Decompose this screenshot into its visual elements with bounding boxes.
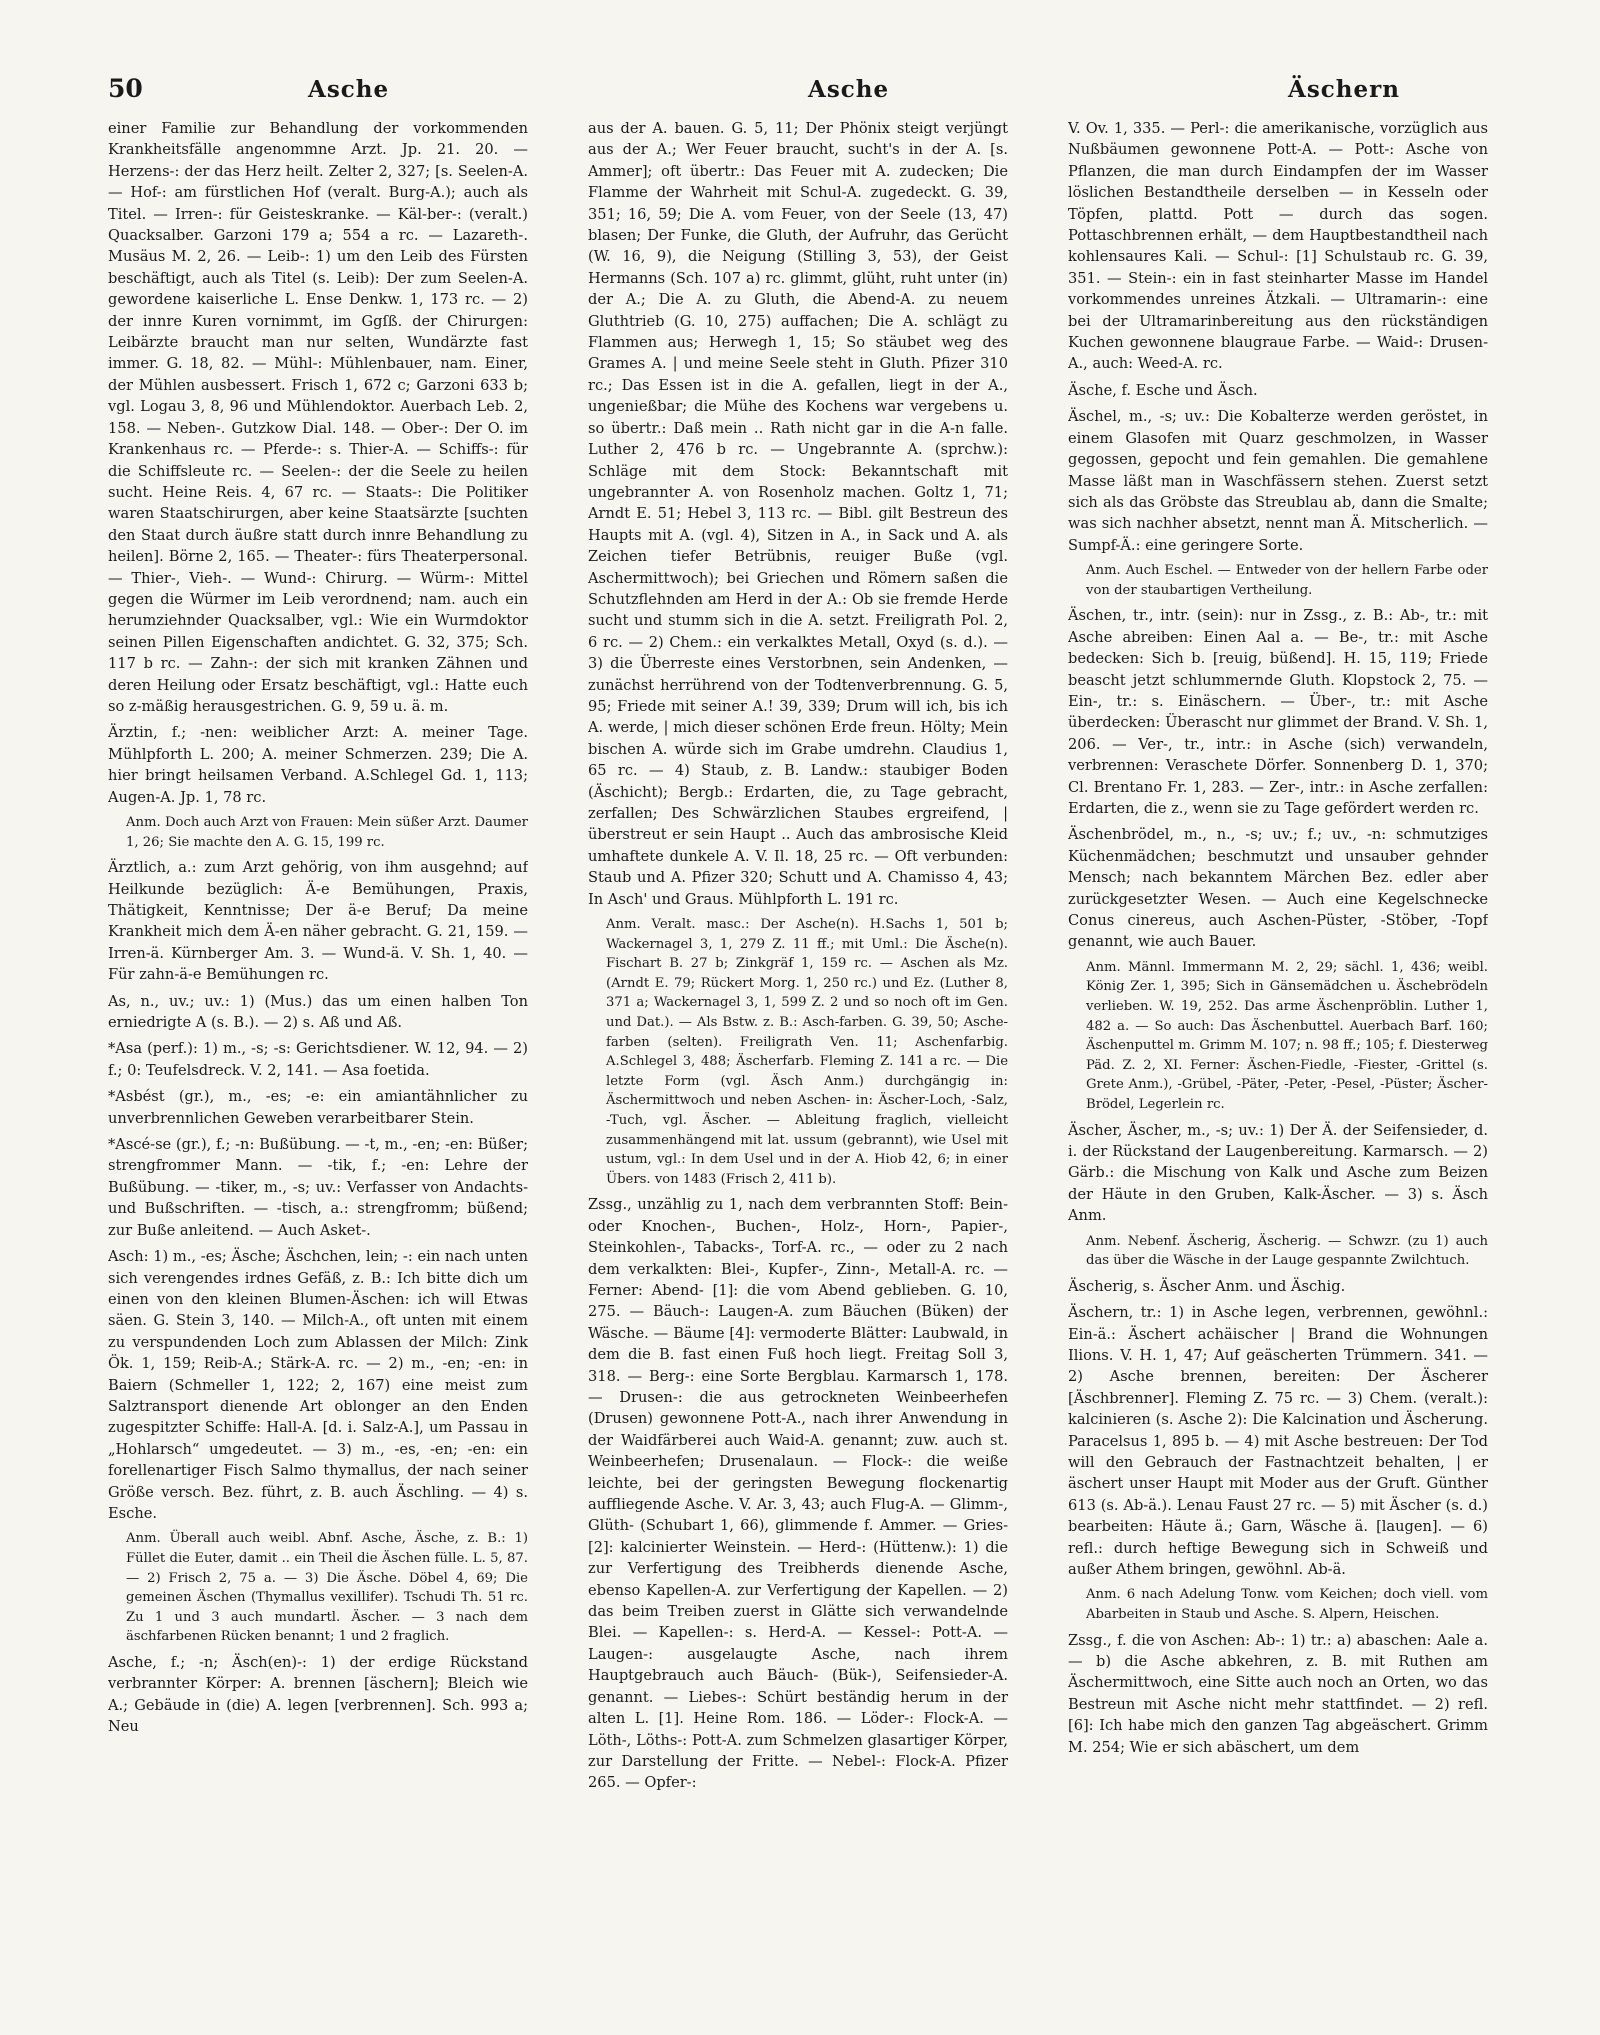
dictionary-entry: *Ascé-se (gr.), f.; -n: Bußübung. — -t, m., -en; -en: Büßer; strengfrommer Mann. — -tik, f.; -en: Lehre der Bußübung. — -tiker, m., -s; uv.: Verfasser von Andachts- und Bußschriften. — -tisch, a.: strengfromm; büßend; zur Buße anleitend. — Auch Asket-. (108, 1136, 528, 1239)
dictionary-note: Anm. Doch auch Arzt von Frauen: Mein süßer Arzt. Daumer 1, 26; Sie machte den A. G. 15, 199 rc. (126, 815, 528, 850)
dictionary-entry: aus der A. bauen. G. 5, 11; Der Phönix steigt verjüngt aus der A.; Wer Feuer braucht, sucht's in der A. [s. Ammer]; oft übertr.: Das Feuer mit A. zudecken; Die Flamme der Wahrheit mit Schul-A. zugedeckt. G. 39, 351; 16, 59; Die A. vom Feuer, von der Seele (13, 47) blasen; Der Funke, die Gluth, der Aufruhr, das Gerücht (W. 16, 9), die Neigung (Stilling 3, 53), der Geist Hermanns (Sch. 107 a) rc. glimmt, glüht, ruht unter (in) der A.; Die A. zu Gluth, die Abend-A. zu neuem Gluthtrieb (G. 10, 275) auffachen; Die A. schlägt zu Flammen aus; Herwegh 1, 15; So stäubet weg des Grames A. | und meine Seele steht in Gluth. Pfizer 310 rc.; Das Essen ist in die A. gefallen, liegt in der A., ungenießbar; die Mühe des Kochens war vergebens u. so übertr.: Daß mein .. Rath nicht gar in die A-n falle. Luther 2, 476 b rc. — Ungebrannte A. (sprchw.): Schläge mit dem Stock: Bekanntschaft mit ungebrannter A. von Rosenholz machen. Goltz 1, 71; Arndt E. 51; Hebel 3, 113 rc. — Bibl. gilt Bestreun des Haupts mit A. (vgl. 4), Sitzen in A., in Sack und A. als Zeichen tiefer Betrübnis, reuiger Buße (vgl. Aschermittwoch); bei Griechen und Römern saßen die Schutzflehnden am Herd in der A.: Ob sie fremde Herde sucht und stumm sich in die A. setzt. Freiligrath Pol. 2, 6 rc. — 2) Chem.: ein verkalktes Metall, Oxyd (s. d.). — 3) die Überreste eines Verstorbnen, sein Andenken, — zunächst herrührend von der Todtenverbrennung. G. 5, 95; Friede mit seiner A.! 39, 339; Drum will ich, bis ich A. werde, | mich dieser schönen Erde freun. Hölty; Mein bischen A. würde sich im Grabe umdrehn. Claudius 1, 65 rc. — 4) Staub, z. B. Landw.: staubiger Boden (Äschicht); Bergb.: Erdarten, die, zu Tage gebracht, zerfallen; Des Schwärzlichen Staubes ergreifend, | überstreut er sein Haupt .. Auch das ambrosische Kleid umhaftete dunkele A. V. Il. 18, 25 rc. — Oft verbunden: Staub und A. Pfizer 320; Schutt und A. Chamisso 4, 43; In Asch' und Graus. Mühlpforth L. 191 rc. (588, 120, 1008, 908)
dictionary-entry: Äscherig, s. Äscher Anm. und Äschig. (1068, 1277, 1346, 1295)
dictionary-note: Anm. Nebenf. Äscherig, Äscherig. — Schwzr. (zu 1) auch das über die Wäsche in der Lauge gespannte Zwilchtuch. (1086, 1233, 1488, 1269)
right-running-headword: Äschern (1288, 76, 1400, 103)
dictionary-entry: Ärztlich, a.: zum Arzt gehörig, von ihm ausgehnd; auf Heilkunde bezüglich: Ä-e Bemühungen, Praxis, Thätigkeit, Kenntnisse; Der ä-e Beruf; Da meine Krankheit mich dem Ä-en näher gebracht. G. 21, 159. — Irren-ä. Kürnberger Am. 3. — Wund-ä. V. Sh. 1, 40. — Für zahn-ä-e Bemühungen rc. (108, 859, 528, 984)
left-running-headword: Asche (308, 76, 390, 103)
dictionary-entry: V. Ov. 1, 335. — Perl-: die amerikanische, vorzüglich aus Nußbäumen gewonnene Pott-A. — Pott-: Asche von Pflanzen, die man durch Eindampfen der im Wasser löslichen Bestandtheile derselben — in Kesseln oder Töpfen, plattd. Pott — durch das sogen. Pottaschbrennen erhält, — dem Hauptbestandtheil nach kohlensaures Kali. — Schul-: [1] Schulstaub rc. G. 39, 351. — Stein-: ein in fast steinharter Masse im Handel vorkommendes unreines Ätzkali. — Ultramarin-: eine bei der Ultramarinbereitung aus den rückständigen Kuchen gewonnene blaugraue Farbe. — Waid-: Drusen-A., auch: Weed-A. rc. (1068, 120, 1488, 373)
dictionary-entry: *Asbést (gr.), m., -es; -e: ein amiantähnlicher zu unverbrennlichen Geweben verarbeitbarer Stein. (108, 1088, 528, 1127)
dictionary-entry: Äschel, m., -s; uv.: Die Kobalterze werden geröstet, in einem Glasofen mit Quarz geschmolzen, in Wasser gegossen, gepocht und fein gemahlen. Die gemahlene Masse läßt man in Waschfässern stehen. Zuerst setzt sich als das Gröbste das Streublau ab, dann die Smalte; was sich nachher absetzt, nennt man Ä. Mitscherlich. — Sumpf-Ä.: eine geringere Sorte. (1068, 408, 1488, 554)
dictionary-entry: Äschenbrödel, m., n., -s; uv.; f.; uv., -n: schmutziges Küchenmädchen; beschmutzt und unsauber gehnder Mensch; nach bekanntem Märchen Bez. edler aber zurückgesetzter Wesen. — Auch eine Kegelschnecke Conus cinereus, auch Aschen-Püster, -Stöber, -Topf genannt, wie auch Bauer. (1068, 826, 1488, 951)
dictionary-entry: *Asa (perf.): 1) m., -s; -s: Gerichtsdiener. W. 12, 94. — 2) f.; 0: Teufelsdreck. V. 2, 141. — Asa foetida. (108, 1040, 528, 1079)
page-header (108, 70, 1488, 110)
dictionary-entry: Äschen, tr., intr. (sein): nur in Zssg., z. B.: Ab-, tr.: mit Asche abreiben: Einen Aal a. — Be-, tr.: mit Asche bedecken: Sich b. [reuig, büßend]. H. 15, 119; Friede beascht jetzt schlummernde Gluth. Klopstock 2, 75. — Ein-, tr.: s. Einäschern. — Über-, tr.: mit Asche überdecken: Überascht nur glimmet der Brand. V. Sh. 1, 206. — Ver-, tr., intr.: in Asche (sich) verwandeln, verbrennen: Veraschete Dörfer. Sonnenberg D. 1, 370; Cl. Brentano Fr. 1, 283. — Zer-, intr.: in Asche zerfallen: Erdarten, die z., wenn sie zu Tage gefördert werden rc. (1068, 607, 1488, 817)
dictionary-note: Anm. 6 nach Adelung Tonw. vom Keichen; doch viell. vom Abarbeiten in Staub und Asche. S. Alpern, Heischen. (1086, 1587, 1488, 1623)
page-number: 50 (108, 74, 143, 103)
center-running-headword: Asche (808, 76, 890, 103)
dictionary-entry: Ärztin, f.; -nen: weiblicher Arzt: A. meiner Tage. Mühlpforth L. 200; A. meiner Schmerzen. 239; Die A. hier bringt heilsamen Verband. A.Schlegel Gd. 1, 113; Augen-A. Jp. 1, 78 rc. (108, 724, 528, 806)
dictionary-note: Anm. Überall auch weibl. Abnf. Asche, Äsche, z. B.: 1) Füllet die Euter, damit .. ein Theil die Äschen fülle. L. 5, 87. — 2) Frisch 2, 75 a. — 3) Die Äsche. Döbel 4, 69; Die gemeinen Äschen (Thymallus vexillifer). Tschudi Th. 51 rc. Zu 1 und 3 auch mundartl. Äscher. — 3 nach dem äschfarbenen Rücken benannt; 1 und 2 fraglich. (126, 1531, 528, 1645)
dictionary-note: Anm. Männl. Immermann M. 2, 29; sächl. 1, 436; weibl. König Zer. 1, 395; Sich in Gänsemädchen u. Äschebrödeln verlieben. W. 19, 252. Das arme Äschenpröblin. Luther 1, 482 a. — So auch: Das Äschenbuttel. Auerbach Barf. 160; Äschenputtel m. Grimm M. 107; n. 98 ff.; 105; f. Diesterweg Päd. Z. 2, XI. Ferner: Äschen-Fiedle, -Fiester, -Grittel (s. Grete Anm.), -Grübel, -Päter, -Peter, -Pesel, -Püster; Äscher-Brödel, Legerlein rc. (1086, 959, 1488, 1112)
dictionary-entry: einer Familie zur Behandlung der vorkommenden Krankheitsfälle angenommne Arzt. Jp. 21. 20. — Herzens-: der das Herz heilt. Zelter 2, 327; [s. Seelen-A. — Hof-: am fürstlichen Hof (veralt. Burg-A.); auch als Titel. — Irren-: für Geisteskranke. — Käl-ber-: (veralt.) Quacksalber. Garzoni 179 a; 554 a rc. — Lazareth-. Musäus M. 2, 26. — Leib-: 1) um den Leib des Fürsten beschäftigt, auch als Titel (s. Leib): Der zum Seelen-A. gewordene kaiserliche L. Ense Denkw. 1, 173 rc. — 2) der innre Kuren vornimmt, im Ggſß. der Chirurgen: Leibärzte braucht man nur selten, Wundärzte fast immer. G. 18, 82. — Mühl-: Mühlenbauer, nam. Einer, der Mühlen ausbessert. Frisch 1, 672 c; Garzoni 633 b; vgl. Logau 3, 8, 96 und Mühlendoktor. Auerbach Leb. 2, 158. — Neben-. Gutzkow Dial. 148. — Ober-: Der O. im Krankenhaus rc. — Pferde-: s. Thier-A. — Schiffs-: für die Schiffsleute rc. — Seelen-: der die Seele zu heilen sucht. Heine Reis. 4, 67 rc. — Staats-: Die Politiker waren Staatschirurgen, aber keine Staatsärzte [suchten den Staat durch äußre statt durch innre Behandlung zu heilen]. Börne 2, 165. — Theater-: fürs Theaterpersonal. — Thier-, Vieh-. — Wund-: Chirurg. — Würm-: Mittel gegen die Würmer im Leib verordnend; nam. auch ein herumziehnder Quacksalber, vgl.: Wie ein Wurmdoktor seinen Pillen Eigenschaften andichtet. G. 32, 375; Sch. 117 b rc. — Zahn-: der sich mit kranken Zähnen und deren Heilung oder Ersatz beschäftigt, vgl.: Hatte euch so z-mäßig herausgestrichen. G. 9, 59 u. ä. m. (108, 120, 528, 715)
dictionary-note: Anm. Auch Eschel. — Entweder von der hellern Farbe oder von der staubartigen Vertheilung. (1086, 563, 1488, 598)
dictionary-entry: Zssg., f. die von Aschen: Ab-: 1) tr.: a) abaschen: Aale a. — b) die Asche abkehren, z. B. mit Ruthen am Äschermittwoch, eine Sitte auch noch an Orten, wo das Bestreun mit Asche nicht mehr stattfindet. — 2) refl. [6]: Ich habe mich den ganzen Tag abgeäschert. Grimm M. 254; Wie er sich abäschert, um dem (1068, 1631, 1488, 1756)
dictionary-note: Anm. Veralt. masc.: Der Asche(n). H.Sachs 1, 501 b; Wackernagel 3, 1, 279 Z. 11 ff.; mit Uml.: Die Äsche(n). Fischart B. 27 b; Zinkgräf 1, 159 rc. — Aschen als Mz. (Arndt E. 79; Rückert Morg. 1, 250 rc.) und Ez. (Luther 8, 371 a; Wackernagel 3, 1, 599 Z. 2 und so noch oft im Gen. und Dat.). — Als Bstw. z. B.: Asch-farben. G. 39, 50; Asche-farben (selten). Freiligrath Ven. 11; Aschenfarbig. A.Schlegel 3, 488; Äscherfarb. Fleming Z. 141 a rc. — Die letzte Form (vgl. Äsch Anm.) durchgängig in: Äschermittwoch und neben Aschen- in: Äscher-Loch, -Salz, -Tuch, vgl. Äscher. — Ableitung fraglich, vielleicht zusammenhängend mit lat. ussum (gebrannt), wie Usel mit ustum, vgl.: In dem Usel und in der A. Hiob 42, 6; in einer Übers. von 1483 (Frisch 2, 411 b). (606, 917, 1008, 1187)
dictionary-entry: Äsche, f. Esche und Äsch. (1068, 381, 1258, 399)
dictionary-entry: Asch: 1) m., -es; Äsche; Äschchen, lein; -: ein nach unten sich verengendes irdnes Gefäß, z. B.: Ich bitte dich um einen von den kleinen Blumen-Äschen: ich will Etwas säen. G. Stein 3, 140. — Milch-A., oft unten mit einem zu verspundenden Loch zum Ablassen der Milch: Zink Ök. 1, 159; Reib-A.; Stärk-A. rc. — 2) m., -en; -en: in Baiern (Schmeller 1, 122; 2, 167) eine meist zum Salztransport dienende Art oblonger an den Enden zugespitzter Schiffe: Hall-A. [d. i. Salz-A.], um Passau in „Hohlarsch“ umgedeutet. — 3) m., -es, -en; -en: ein forellenartiger Fisch Salmo thymallus, der nach seiner Größe versch. Bez. führt, z. B. auch Äschling. — 4) s. Esche. (108, 1248, 528, 1522)
dictionary-entry: Zssg., unzählig zu 1, nach dem verbrannten Stoff: Bein- oder Knochen-, Buchen-, Holz-, Horn-, Papier-, Steinkohlen-, Tabacks-, Torf-A. rc., — oder zu 2 nach dem verkalkten: Blei-, Kupfer-, Zinn-, Metall-A. rc. — Ferner: Abend- [1]: die vom Abend geblieben. G. 10, 275. — Bäuch-: Laugen-A. zum Bäuchen (Büken) der Wäsche. — Bäume [4]: vermoderte Blätter: Laubwald, in dem die B. fast einen Fuß hoch liegt. Freitag Soll 3, 318. — Berg-: eine Sorte Bergblau. Karmarsch 1, 178. — Drusen-: die aus getrockneten Weinbeerhefen (Drusen) gewonnene Pott-A., nach ihrer Anwendung in der Waidfärberei auch Waid-A. genannt; zuw. auch st. Weinbeerhefen; Drusenalaun. — Flock-: die weiße leichte, bei der geringsten Bewegung flockenartig auffliegende Asche. V. Ar. 3, 43; auch Flug-A. — Glimm-, Glüth- (Schubart 1, 66), glimmende f. Ammer. — Gries- [2]: kalcinierter Weinstein. — Herd-: (Hüttenw.): 1) die zur Verfertigung des Treibherds dienende Asche, ebenso Kapellen-A. zur Verfertigung der Kapellen. — 2) das beim Treiben zuerst in Glätte sich verwandelnde Blei. — Kapellen-: s. Herd-A. — Kessel-: Pott-A. — Laugen-: ausgelaugte Asche, nach ihrem Hauptgebrauch auch Bäuch- (Bük-), Seifensieder-A. genannt. — Liebes-: Schürt beständig herum in der alten L. [1]. Heine Rom. 186. — Löder-: Flock-A. — Löth-, Löths-: Pott-A. zum Schmelzen glasartiger Körper, zur Darstellung der Fritte. — Nebel-: Flock-A. Pfizer 265. — Opfer-: (588, 1196, 1008, 1792)
dictionary-entry: As, n., uv.; uv.: 1) (Mus.) das um einen halben Ton erniedrigte A (s. B.). — 2) s. Aß und Aß. (108, 992, 528, 1032)
column-3 (1068, 118, 1488, 2018)
column-1 (108, 118, 528, 2018)
dictionary-entry: Äscher, Äscher, m., -s; uv.: 1) Der Ä. der Seifensieder, d. i. der Rückstand der Laugenbereitung. Karmarsch. — 2) Gärb.: die Mischung von Kalk und Asche zum Beizen der Häute in den Gruben, Kalk-Äscher. — 3) s. Äsch Anm. (1068, 1121, 1488, 1225)
dictionary-entry: Äschern, tr.: 1) in Asche legen, verbrennen, gewöhnl.: Ein-ä.: Äschert achäischer | Brand die Wohnungen Ilions. V. H. 1, 47; Auf geäscherten Trümmern. 341. — 2) Asche brennen, bereiten: Der Äscherer [Äschbrenner]. Fleming Z. 75 rc. — 3) Chem. (veralt.): kalcinieren (s. Asche 2): Die Kalcination und Äscherung. Paracelsus 1, 895 b. — 4) mit Asche bestreuen: Der Tod will den Gebrauch der Fastnachtzeit behalten, | er äschert unser Haupt mit Moder aus der Gruft. Günther 613 (s. Ab-ä.). Lenau Faust 27 rc. — 5) mit Äscher (s. d.) bearbeiten: Häute ä.; Garn, Wäsche ä. [laugen]. — 6) refl.: durch heftige Bewegung sich in Schweiß und außer Athem bringen, gewöhnl. Ab-ä. (1068, 1304, 1488, 1579)
column-2 (588, 118, 1008, 2018)
dictionary-entry: Asche, f.; -n; Äsch(en)-: 1) der erdige Rückstand verbrannter Körper: A. brennen [äschern]; Bleich wie A.; Gebäude in (die) A. legen [verbrennen]. Sch. 993 a; Neu (108, 1653, 528, 1736)
